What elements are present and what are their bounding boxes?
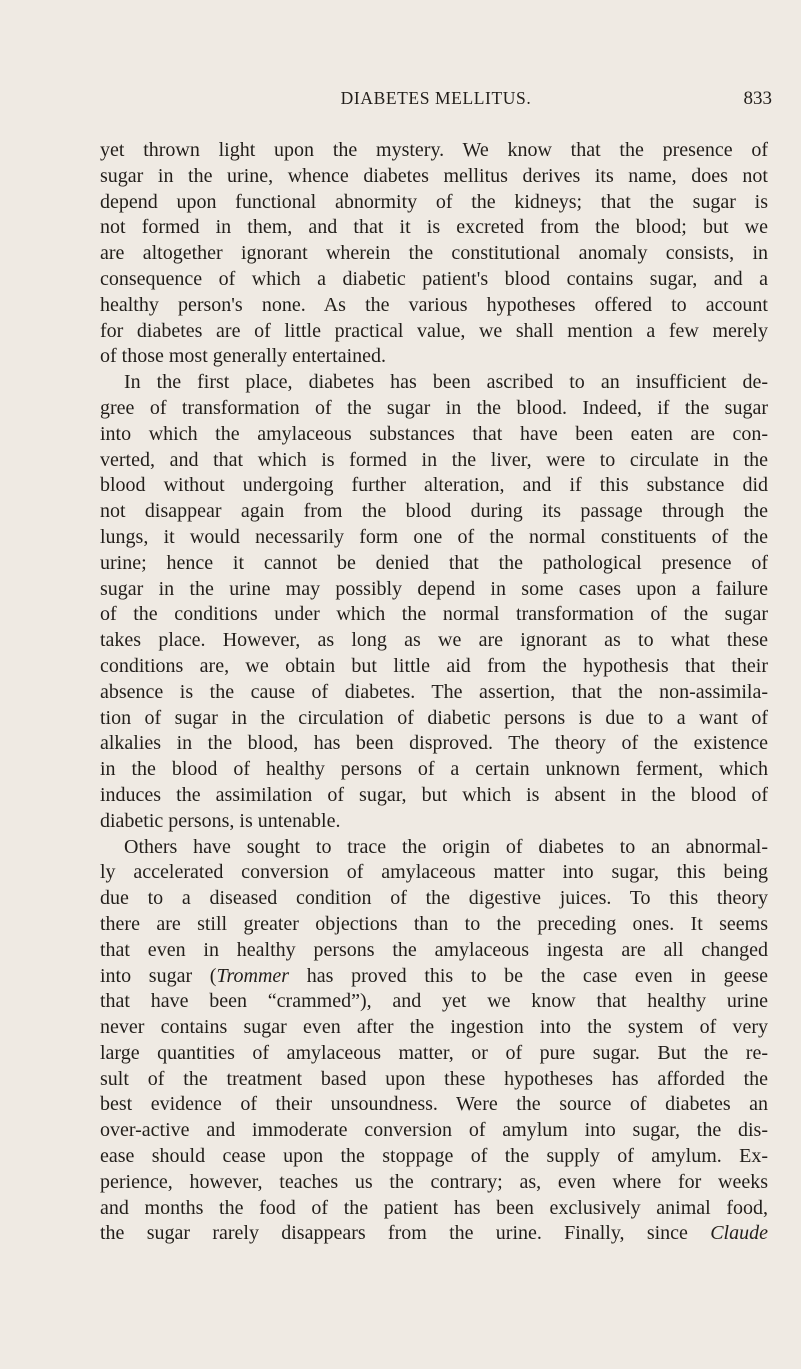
page-number: 833 (743, 88, 772, 109)
text-line: due to a diseased condition of the digestive juices. To this theory (100, 887, 768, 910)
text-line: sugar in the urine, whence diabetes mellitus derives its name, does not (100, 164, 768, 187)
text-line: into sugar (Trommer has proved this to be the case even in geese (100, 964, 768, 987)
text-line: healthy person's none. As the various hypotheses offered to account (100, 293, 768, 316)
text-line: Others have sought to trace the origin of diabetes to an abnormal- (124, 835, 768, 858)
text-line: consequence of which a diabetic patient's blood contains sugar, and a (100, 267, 768, 290)
text-line: large quantities of amylaceous matter, or of pure sugar. But the re- (100, 1041, 768, 1064)
text-line: diabetic persons, is untenable. (100, 809, 341, 832)
text-line: the sugar rarely disappears from the urine. Finally, since Claude (100, 1222, 768, 1245)
running-title: DIABETES MELLITUS. (340, 88, 532, 108)
text-line: absence is the cause of diabetes. The assertion, that the non-assimila- (100, 680, 768, 703)
text-line: tion of sugar in the circulation of diabetic persons is due to a want of (100, 706, 768, 729)
italic-name: Trommer (216, 964, 290, 987)
text-line: depend upon functional abnormity of the kidneys; that the sugar is (100, 190, 768, 213)
text-line: conditions are, we obtain but little aid from the hypothesis that their (100, 654, 768, 677)
text-line: not formed in them, and that it is excreted from the blood; but we (100, 216, 768, 239)
text-line: that have been “crammed”), and yet we know that healthy urine (100, 990, 768, 1013)
text-line: sugar in the urine may possibly depend in some cases upon a failure (100, 577, 768, 600)
text-line: ly accelerated conversion of amylaceous matter into sugar, this being (100, 861, 768, 884)
text-line: verted, and that which is formed in the liver, were to circulate in the (100, 448, 768, 471)
text-line: induces the assimilation of sugar, but which is absent in the blood of (100, 783, 768, 806)
text-line: perience, however, teaches us the contrary; as, even where for weeks (100, 1170, 768, 1193)
text-line: into which the amylaceous substances that have been eaten are con- (100, 422, 768, 445)
text-line: blood without undergoing further alteration, and if this substance did (100, 474, 768, 497)
text-line: urine; hence it cannot be denied that the pathological presence of (100, 551, 768, 574)
text-line: for diabetes are of little practical value, we shall mention a few merely (100, 319, 768, 342)
text-line: yet thrown light upon the mystery. We know that the presence of (100, 139, 768, 161)
text-line: not disappear again from the blood during its passage through the (100, 500, 768, 523)
italic-name: Claude (710, 1222, 768, 1245)
page-header (100, 88, 772, 114)
text-line: ease should cease upon the stoppage of the supply of amylum. Ex- (100, 1145, 768, 1168)
text-line: takes place. However, as long as we are ignorant as to what these (100, 629, 768, 652)
text-line: there are still greater objections than to the preceding ones. It seems (100, 912, 768, 935)
text-line: best evidence of their unsoundness. Were the source of diabetes an (100, 1093, 768, 1116)
text-line: alkalies in the blood, has been disproved. The theory of the existence (100, 732, 768, 755)
text-line: of those most generally entertained. (100, 345, 387, 368)
text-line: never contains sugar even after the ingestion into the system of very (100, 1016, 768, 1039)
text-line: sult of the treatment based upon these hypotheses has afforded the (100, 1067, 768, 1090)
text-line: gree of transformation of the sugar in the blood. Indeed, if the sugar (100, 396, 768, 419)
body-text (100, 138, 768, 1247)
text-line: and months the food of the patient has been exclusively animal food, (100, 1196, 768, 1219)
text-line: in the blood of healthy persons of a certain unknown ferment, which (100, 758, 768, 781)
text-line: are altogether ignorant wherein the constitutional anomaly consists, in (100, 242, 768, 265)
text-line: that even in healthy persons the amylaceous ingesta are all changed (100, 938, 768, 961)
text-line: of the conditions under which the normal transformation of the sugar (100, 603, 768, 626)
text-line: In the first place, diabetes has been ascribed to an insufficient de- (124, 371, 768, 394)
text-line: over-active and immoderate conversion of amylum into sugar, the dis- (100, 1119, 768, 1142)
text-line: lungs, it would necessarily form one of the normal constituents of the (100, 525, 768, 548)
